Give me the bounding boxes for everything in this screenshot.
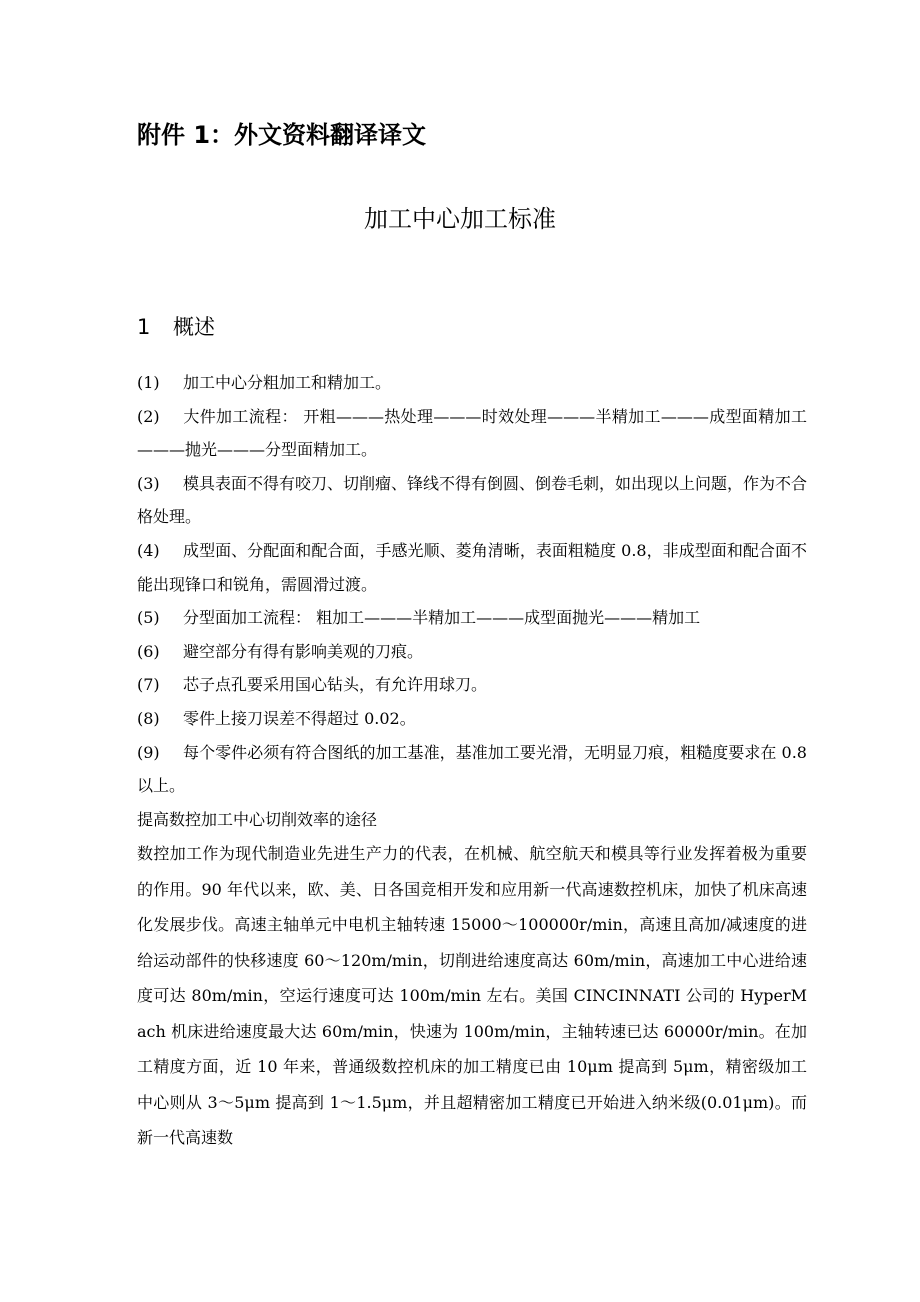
list-item [137,635,807,669]
list-item-text: 零件上接刀误差不得超过 0.02。 [183,708,416,728]
body-content [137,366,807,1156]
list-item-text: 成型面、分配面和配合面，手感光顺、菱角清晰，表面粗糙度 0.8，非成型面和配合面不能出现锋口和锐角，需圆滑过渡。 [137,540,807,594]
list-item-number: (7) [137,675,160,695]
list-item-number: (6) [137,641,160,661]
list-item [137,366,807,400]
attachment-title: 附件 1：外文资料翻译译文 [137,121,427,149]
list-item [137,534,807,601]
list-item-number: (1) [137,373,160,392]
list-item-text: 每个零件必须有符合图纸的加工基准，基准加工要光滑，无明显刀痕，粗糙度要求在 0.8 以上。 [137,742,807,796]
section-heading [137,312,215,342]
list-item-text: 避空部分有得有影响美观的刀痕。 [183,641,424,661]
body-paragraph: 数控加工作为现代制造业先进生产力的代表，在机械、航空航天和模具等行业发挥着极为重要的作用。90 年代以来，欧、美、日各国竞相开发和应用新一代高速数控机床，加快了机床高速化发展步伐。高速主轴单元中电机主轴转速 15000～100000r/min，高速且高加/减速度的进给运动部件的快移速度 60～120m/min，切削进给速度高达 60m/min，高速加工中心进给速度可达 80m/min，空运行速度可达 100m/min 左右。美国 CINCINNATI 公司的 HyperMach 机床进给速度最大达 60m/min，快速为 100m/min，主轴转速已达 60000r/min。在加工精度方面，近 10 年来，普通级数控机床的加工精度已由 10μm 提高到 5μm，精密级加工中心则从 3～5μm 提高到 1～1.5μm，并且超精密加工精度已开始进入纳米级(0.01μm)。而新一代高速数 [137,844,807,1148]
list-item-text: 模具表面不得有咬刀、切削瘤、锋线不得有倒圆、倒卷毛刺，如出现以上问题，作为不合格处理。 [137,473,808,527]
list-item-number: (2) [137,406,160,426]
list-item-number: (5) [137,608,160,628]
list-item-text: 大件加工流程： 开粗———热处理———时效处理———半精加工———成型面精加工———抛光———分型面精加工。 [137,406,807,460]
list-item [137,736,807,803]
list-item-text: 芯子点孔要采用国心钻头，有允许用球刀。 [183,675,488,695]
list-item-text: 分型面加工流程： 粗加工———半精加工———成型面抛光———精加工 [183,608,701,628]
list-item [137,467,807,534]
list-item [137,400,807,467]
section-title: 概述 [173,315,215,339]
section-number: 1 [137,315,151,339]
list-item [137,668,807,702]
list-item [137,702,807,736]
list-item-text: 加工中心分粗加工和精加工。 [183,373,392,392]
list-item-number: (8) [137,708,160,728]
list-item-number: (4) [137,540,160,560]
subheading: 提高数控加工中心切削效率的途径 [137,809,378,829]
list-item [137,601,807,635]
list-item-number: (9) [137,742,160,762]
list-item-number: (3) [137,473,160,493]
document-title: 加工中心加工标准 [364,205,556,233]
